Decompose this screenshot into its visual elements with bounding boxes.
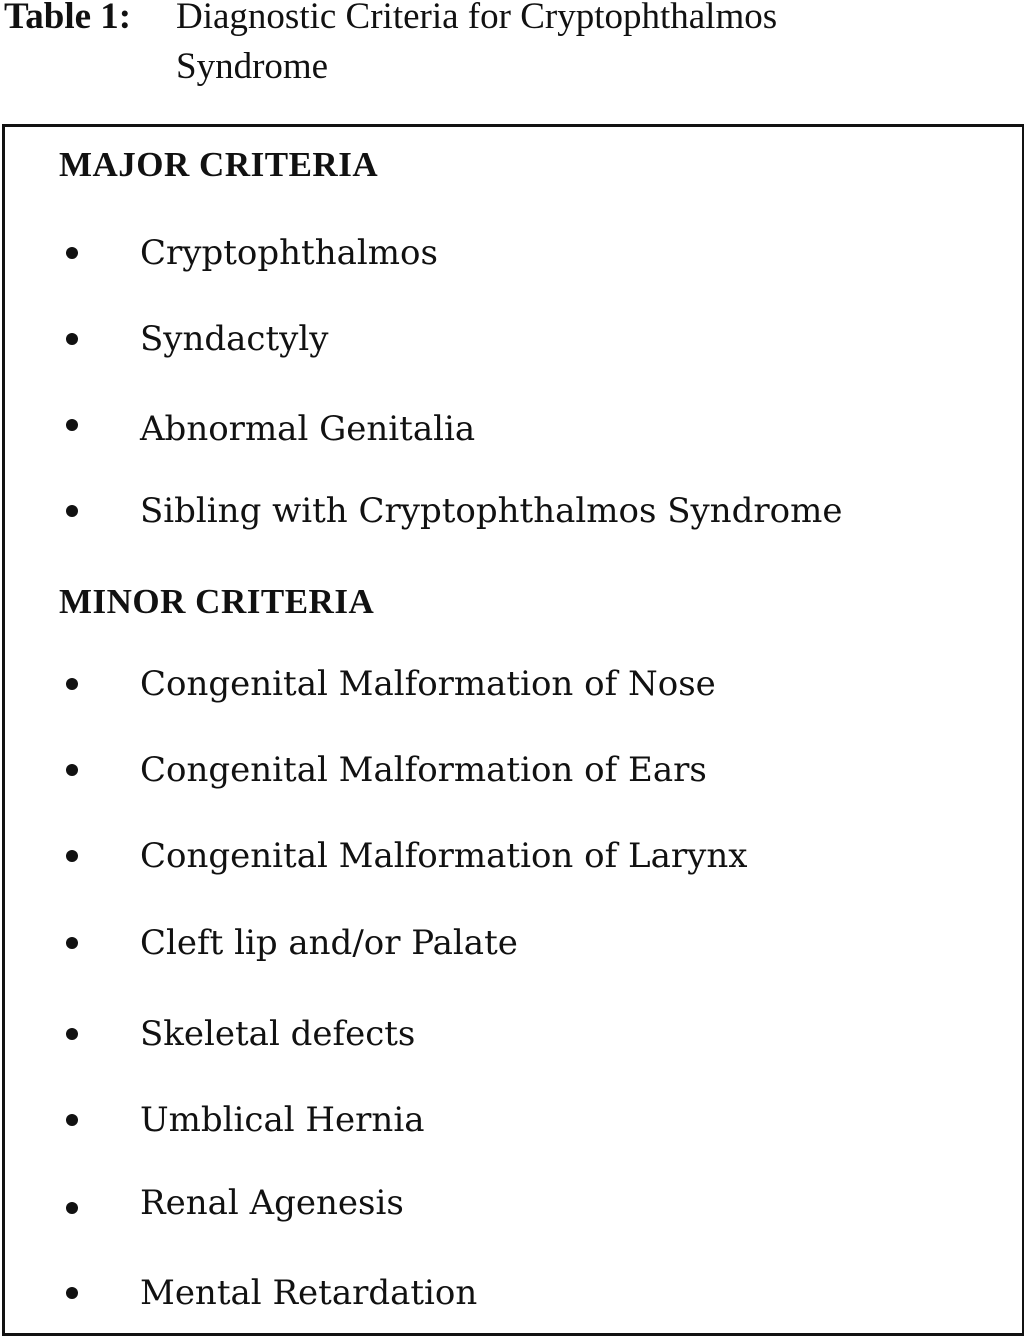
major-criterion-item [5,319,1005,359]
bullet-icon [66,764,78,776]
minor-criterion-item [5,664,1005,704]
bullet-icon [66,505,78,517]
minor-criterion-item [5,923,1005,963]
criterion-text: Abnormal Genitalia [140,409,476,449]
minor-criterion-item [5,836,1005,876]
criterion-text: Cleft lip and/or Palate [140,923,518,963]
criteria-table [2,124,1024,1336]
table-title-line-1: Diagnostic Criteria for Cryptophthalmos [176,0,778,37]
criterion-text: Cryptophthalmos [140,233,438,273]
minor-criterion-item [5,1100,1005,1140]
minor-criteria-heading: MINOR CRITERIA [59,582,375,621]
table-caption [4,0,1014,92]
bullet-icon [66,1114,78,1126]
minor-criterion-item [5,750,1005,790]
bullet-icon [66,247,78,259]
criterion-text: Sibling with Cryptophthalmos Syndrome [140,491,843,531]
table-label: Table 1: [4,0,132,37]
bullet-icon [66,1202,78,1214]
table-title-line-2: Syndrome [176,46,329,87]
criterion-text: Congenital Malformation of Nose [140,664,716,704]
minor-criterion-item [5,1014,1005,1054]
criterion-text: Umblical Hernia [140,1100,425,1140]
major-criterion-item [5,233,1005,273]
bullet-icon [66,1287,78,1299]
bullet-icon [66,1028,78,1040]
criterion-text: Mental Retardation [140,1273,478,1313]
criterion-text: Skeletal defects [140,1014,416,1054]
criterion-text: Renal Agenesis [140,1183,404,1223]
bullet-icon [66,333,78,345]
major-criterion-item [5,409,1005,449]
major-criteria-heading: MAJOR CRITERIA [59,145,379,184]
minor-criterion-item [5,1183,1005,1223]
criterion-text: Congenital Malformation of Ears [140,750,707,790]
criterion-text: Congenital Malformation of Larynx [140,836,748,876]
bullet-icon [66,678,78,690]
minor-criterion-item [5,1273,1005,1313]
bullet-icon [66,937,78,949]
bullet-icon [66,850,78,862]
criterion-text: Syndactyly [140,319,329,359]
major-criterion-item [5,491,1005,531]
bullet-icon [66,419,78,431]
